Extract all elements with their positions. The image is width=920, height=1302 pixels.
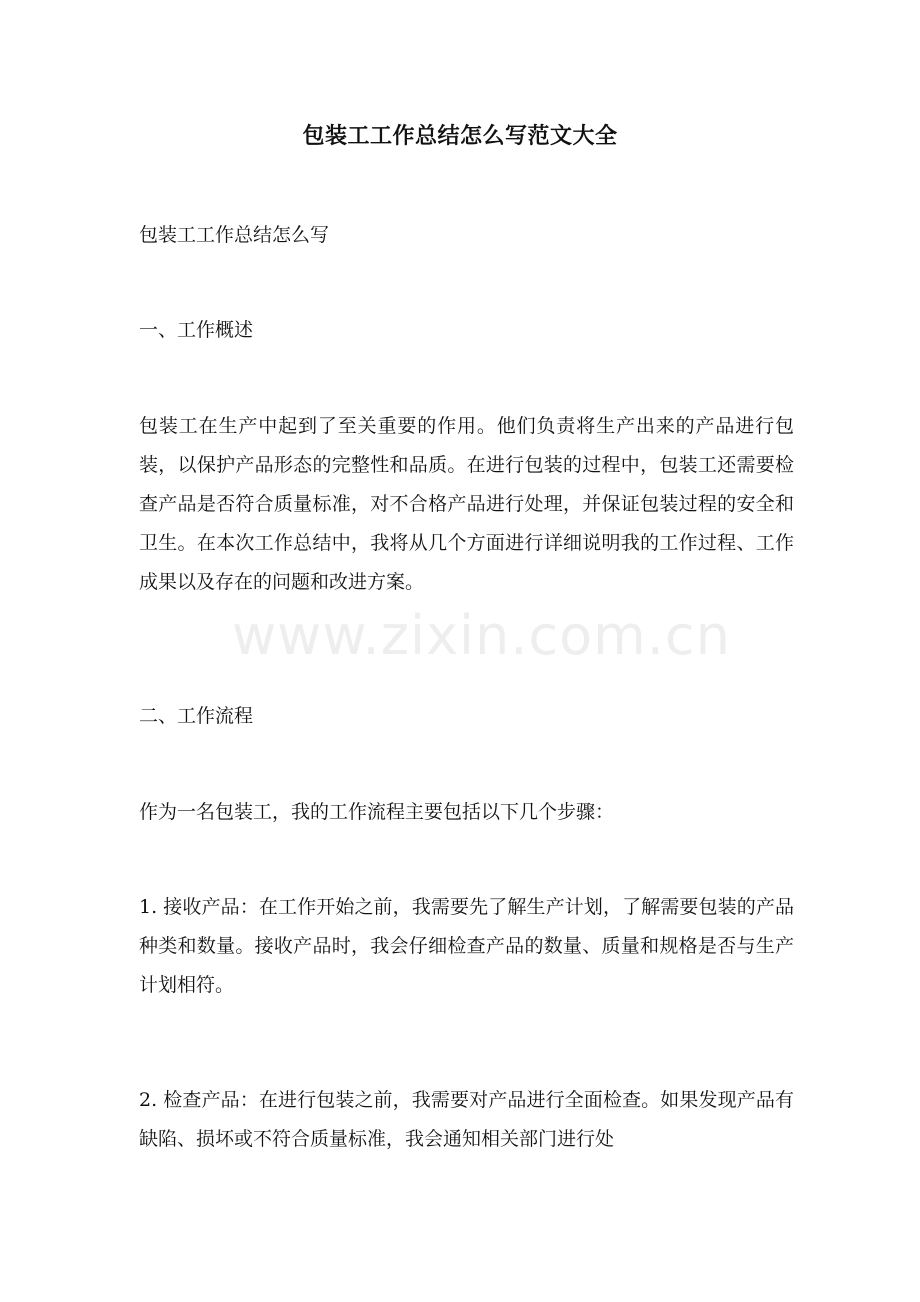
workflow-step-2: 2. 检查产品：在进行包装之前，我需要对产品进行全面检查。如果发现产品有缺陷、损坏或不符合质量标准，我会通知相关部门进行处 bbox=[139, 1089, 794, 1150]
section-heading-workflow: 二、工作流程 bbox=[139, 705, 254, 727]
document-title: 包装工工作总结怎么写范文大全 bbox=[302, 123, 618, 149]
watermark-text: www.zixin.com.cn bbox=[232, 604, 731, 667]
workflow-intro-paragraph: 作为一名包装工，我的工作流程主要包括以下几个步骤： bbox=[139, 801, 615, 823]
overview-paragraph: 包装工在生产中起到了至关重要的作用。他们负责将生产出来的产品进行包装，以保护产品形态的完整性和品质。在进行包装的过程中，包装工还需要检查产品是否符合质量标准，对不合格产品进行处理，并保证包装过程的安全和卫生。在本次工作总结中，我将从几个方面进行详细说明我的工作过程、工作成果以及存在的问题和改进方案。 bbox=[139, 415, 794, 593]
workflow-step-1: 1. 接收产品：在工作开始之前，我需要先了解生产计划，了解需要包装的产品种类和数量。接收产品时，我会仔细检查产品的数量、质量和规格是否与生产计划相符。 bbox=[139, 896, 794, 996]
section-heading-overview: 一、工作概述 bbox=[139, 319, 254, 341]
document-subtitle: 包装工工作总结怎么写 bbox=[139, 224, 330, 246]
